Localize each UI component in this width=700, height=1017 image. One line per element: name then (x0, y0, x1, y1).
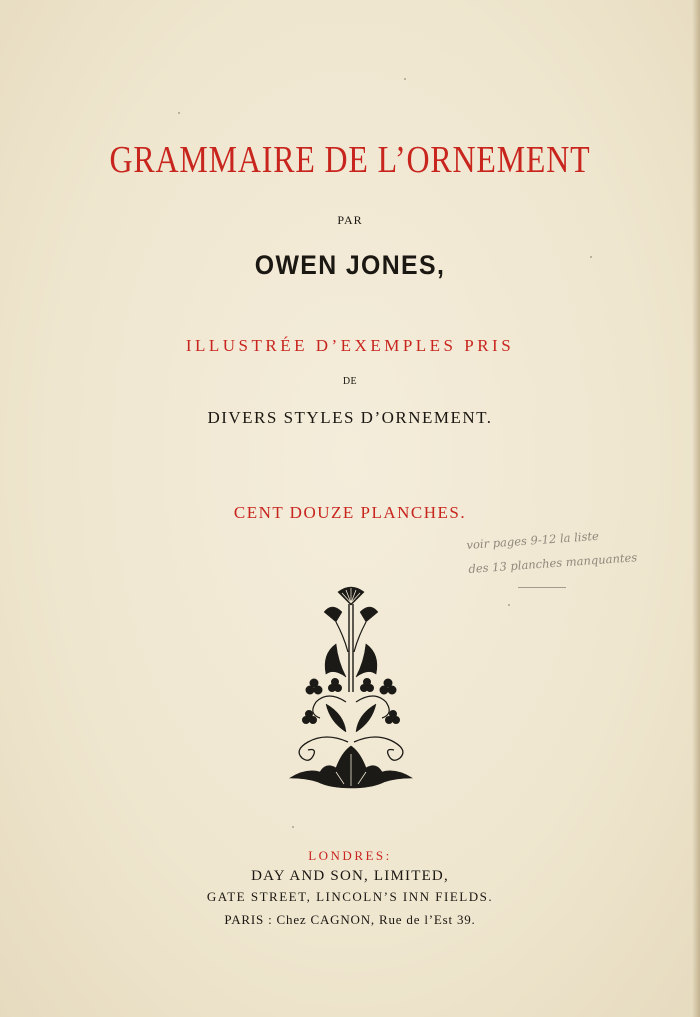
book-title: GRAMMAIRE DE L’ORNEMENT (109, 139, 591, 181)
handwritten-note-line-2: des 13 planches manquantes (468, 550, 638, 576)
subtitle-line-2: DIVERS STYLES D’ORNEMENT. (207, 408, 493, 427)
paper-speck (590, 256, 592, 258)
anthemion-ornament-icon (286, 582, 416, 792)
subtitle-de: DE (342, 376, 358, 387)
imprint-paris: PARIS : Chez CAGNON, Rue de l’Est 39. (224, 912, 476, 927)
paper-speck (508, 604, 510, 606)
paper-speck (404, 78, 406, 80)
imprint-publisher: DAY AND SON, LIMITED, (251, 868, 449, 884)
handwritten-note-line-1: voir pages 9-12 la liste (466, 528, 600, 552)
author-name: OWEN JONES, (254, 250, 446, 280)
imprint-city: LONDRES: (308, 848, 392, 863)
paper-speck (292, 826, 294, 828)
plates-count: CENT DOUZE PLANCHES. (233, 503, 467, 522)
by-label: PAR (337, 213, 363, 227)
imprint-address: GATE STREET, LINCOLN’S INN FIELDS. (206, 889, 494, 904)
handwritten-underline (518, 587, 566, 588)
paper-speck (178, 112, 180, 114)
subtitle-line-1: ILLUSTRÉE D’EXEMPLES PRIS (185, 336, 515, 355)
